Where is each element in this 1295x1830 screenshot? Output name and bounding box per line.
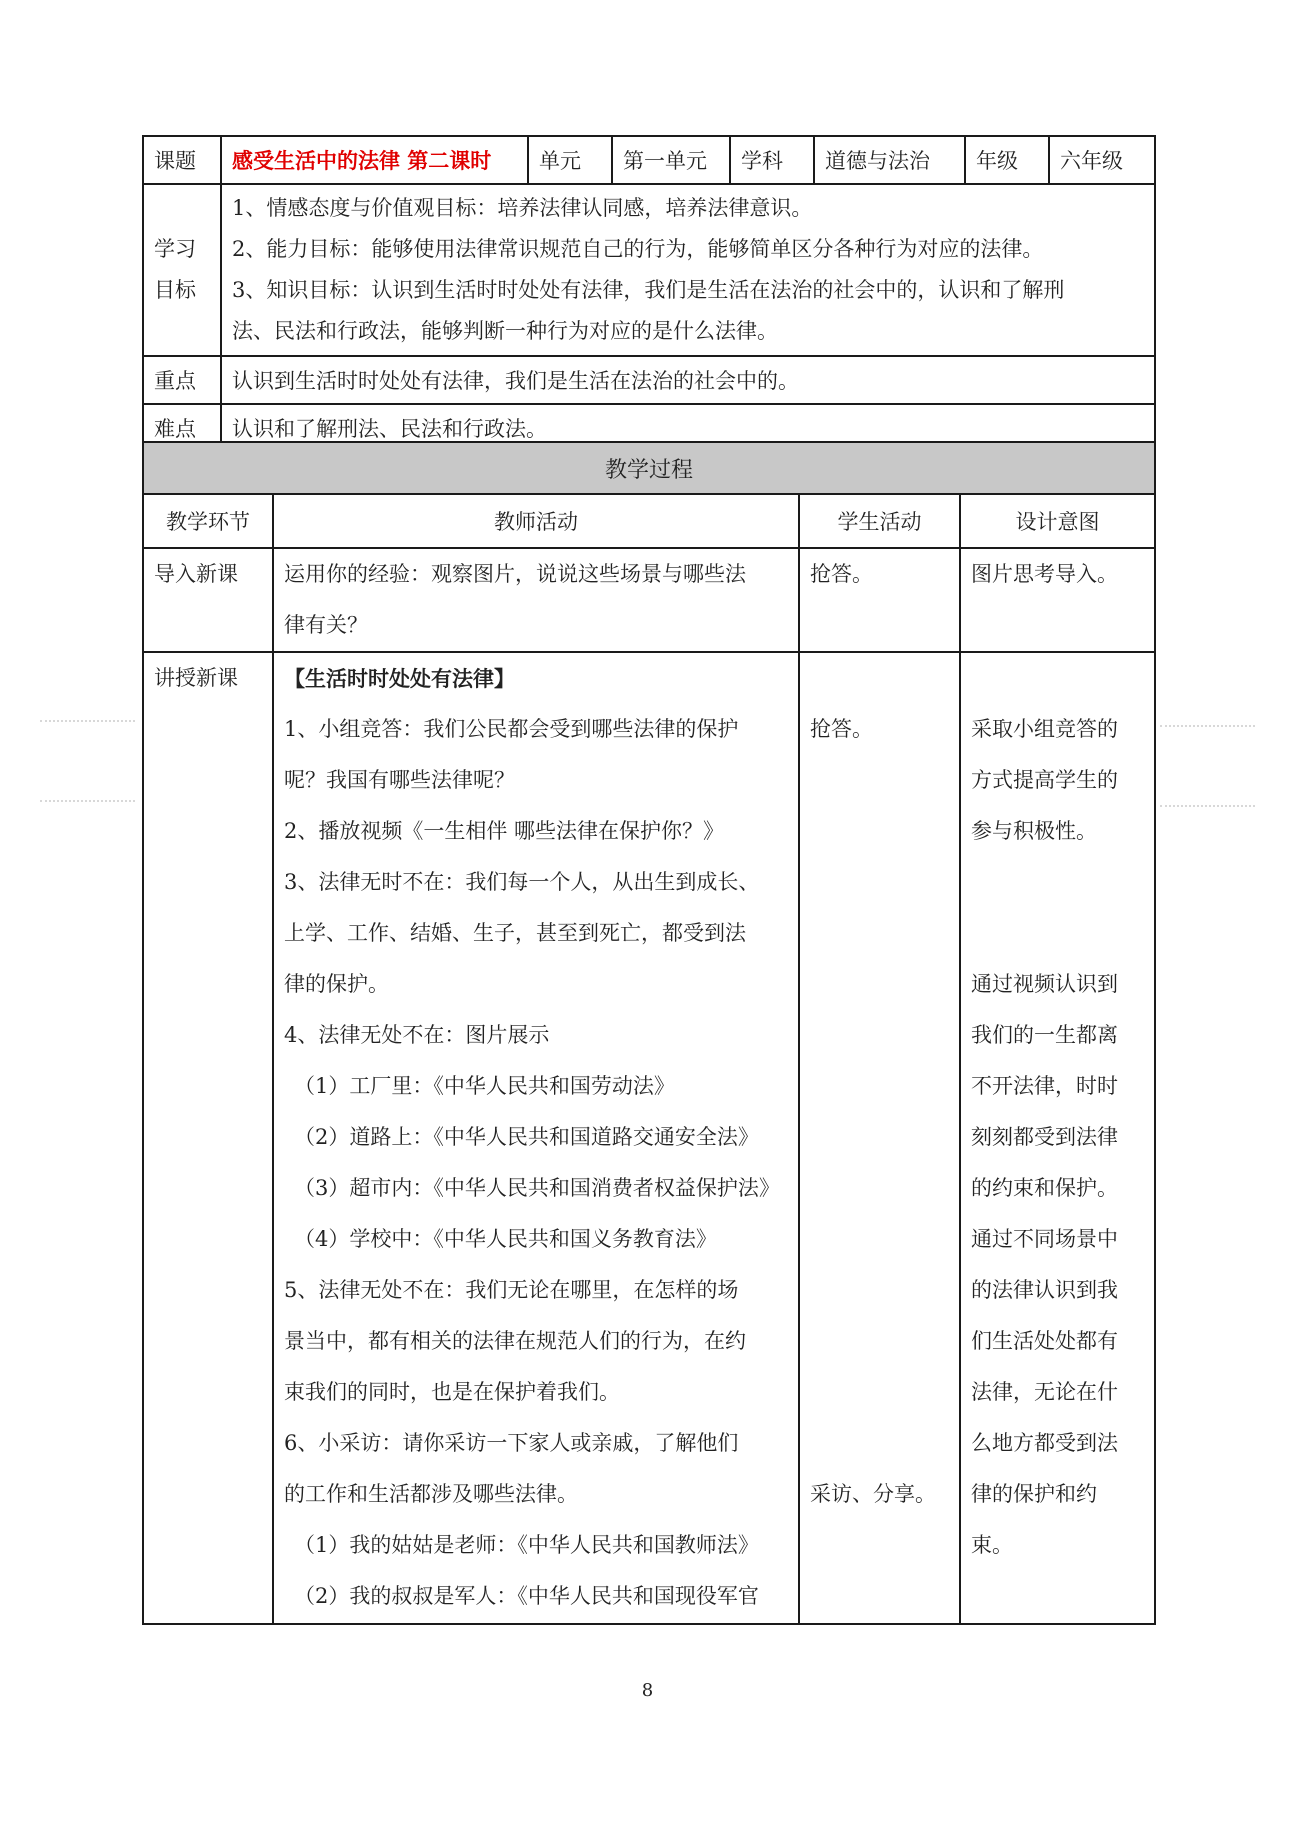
- teacher-line: 律的保护。: [284, 972, 389, 996]
- teacher-line: （4）学校中：《中华人民共和国义务教育法》: [294, 1227, 717, 1251]
- grade-value: 六年级: [1049, 136, 1155, 184]
- teacher-line: （1）工厂里：《中华人民共和国劳动法》: [294, 1074, 675, 1098]
- topic-value: 感受生活中的法律 第二课时: [221, 136, 528, 184]
- teacher-line: 景当中，都有相关的法律在规范人们的行为，在约: [284, 1329, 746, 1353]
- key-point-value: 认识到生活时时处处有法律，我们是生活在法治的社会中的。: [221, 356, 1155, 404]
- intent-line: 我们的一生都离: [971, 1023, 1118, 1047]
- intent-line: 律的保护和约: [971, 1482, 1097, 1506]
- objective-item: 2、能力目标：能够使用法律常识规范自己的行为，能够简单区分各种行为对应的法律。: [232, 237, 1044, 261]
- grade-label: 年级: [965, 136, 1049, 184]
- intent-line: 通过不同场景中: [971, 1227, 1118, 1251]
- faint-rule: [1160, 805, 1255, 807]
- teacher-line: 6、小采访：请你采访一下家人或亲戚，了解他们: [284, 1431, 739, 1455]
- lecture-row: [143, 652, 1155, 1624]
- teacher-line: （2）我的叔叔是军人：《中华人民共和国现役军官: [294, 1584, 759, 1608]
- lecture-teacher-activity: [273, 652, 799, 1624]
- teacher-line: 2、播放视频《一生相伴 哪些法律在保护你？》: [284, 819, 725, 843]
- intent-line: 通过视频认识到: [971, 972, 1118, 996]
- column-header: 设计意图: [960, 494, 1155, 548]
- lesson-info-table: [142, 135, 1156, 453]
- teacher-line: 3、法律无时不在：我们每一个人，从出生到成长、: [284, 870, 760, 894]
- objectives-row: [143, 184, 1155, 356]
- faint-rule: [40, 720, 135, 722]
- objective-item: 法、民法和行政法，能够判断一种行为对应的是什么法律。: [232, 319, 778, 343]
- intent-line: 束。: [971, 1533, 1013, 1557]
- teacher-line: 束我们的同时，也是在保护着我们。: [284, 1380, 620, 1404]
- column-header: 教师活动: [273, 494, 799, 548]
- teacher-line: 4、法律无处不在：图片展示: [284, 1023, 550, 1047]
- topic-label: 课题: [143, 136, 221, 184]
- process-header-row: [143, 494, 1155, 548]
- teacher-line: 的工作和生活都涉及哪些法律。: [284, 1482, 578, 1506]
- teacher-line: （2）道路上：《中华人民共和国道路交通安全法》: [294, 1125, 759, 1149]
- intro-student-activity: 抢答。: [799, 548, 960, 652]
- page-number: 8: [641, 1680, 654, 1701]
- column-header: 教学环节: [143, 494, 273, 548]
- intent-line: 不开法律，时时: [971, 1074, 1118, 1098]
- header-row: [143, 136, 1155, 184]
- teacher-line: 5、法律无处不在：我们无论在哪里，在怎样的场: [284, 1278, 739, 1302]
- objectives-content: [221, 184, 1155, 356]
- subject-label: 学科: [730, 136, 814, 184]
- objectives-label: 学习 目标: [143, 184, 221, 356]
- intent-line: 参与积极性。: [971, 819, 1097, 843]
- subject-value: 道德与法治: [814, 136, 965, 184]
- difficulty-value: 认识和了解刑法、民法和行政法。: [221, 404, 1155, 452]
- faint-rule: [1160, 725, 1255, 727]
- teaching-process-table: [142, 441, 1156, 1625]
- process-title: 教学过程: [143, 442, 1155, 494]
- student-line: 抢答。: [810, 717, 873, 741]
- key-point-label: 重点: [143, 356, 221, 404]
- unit-value: 第一单元: [612, 136, 730, 184]
- lecture-design-intent: [960, 652, 1155, 1624]
- objective-item: 3、知识目标：认识到生活时时处处有法律，我们是生活在法治的社会中的，认识和了解刑: [232, 278, 1065, 302]
- process-title-row: [143, 442, 1155, 494]
- key-point-row: [143, 356, 1155, 404]
- difficulty-label: 难点: [143, 404, 221, 452]
- teacher-line: 上学、工作、结婚、生子，甚至到死亡，都受到法: [284, 921, 746, 945]
- lecture-stage: 讲授新课: [143, 652, 273, 1624]
- intent-line: 们生活处处都有: [971, 1329, 1118, 1353]
- section-heading: 【生活时时处处有法律】: [284, 666, 515, 691]
- intent-line: 法律，无论在什: [971, 1380, 1118, 1404]
- student-line: 采访、分享。: [810, 1482, 936, 1506]
- objective-item: 1、情感态度与价值观目标：培养法律认同感，培养法律意识。: [232, 196, 813, 220]
- unit-label: 单元: [528, 136, 612, 184]
- teacher-line: 1、小组竞答：我们公民都会受到哪些法律的保护: [284, 717, 739, 741]
- teacher-line: （3）超市内：《中华人民共和国消费者权益保护法》: [294, 1176, 780, 1200]
- intent-line: 方式提高学生的: [971, 768, 1118, 792]
- intent-line: 刻刻都受到法律: [971, 1125, 1118, 1149]
- intent-line: 的法律认识到我: [971, 1278, 1118, 1302]
- intent-line: 采取小组竞答的: [971, 717, 1118, 741]
- lecture-student-activity: [799, 652, 960, 1624]
- intent-line: 的约束和保护。: [971, 1176, 1118, 1200]
- teacher-line: 呢？我国有哪些法律呢？: [284, 768, 515, 792]
- faint-rule: [40, 800, 135, 802]
- intro-row: [143, 548, 1155, 652]
- teacher-line: （1）我的姑姑是老师：《中华人民共和国教师法》: [294, 1533, 759, 1557]
- intent-line: 么地方都受到法: [971, 1431, 1118, 1455]
- intro-stage: 导入新课: [143, 548, 273, 652]
- intro-design-intent: 图片思考导入。: [960, 548, 1155, 652]
- intro-teacher-activity: 运用你的经验：观察图片，说说这些场景与哪些法 律有关？: [273, 548, 799, 652]
- column-header: 学生活动: [799, 494, 960, 548]
